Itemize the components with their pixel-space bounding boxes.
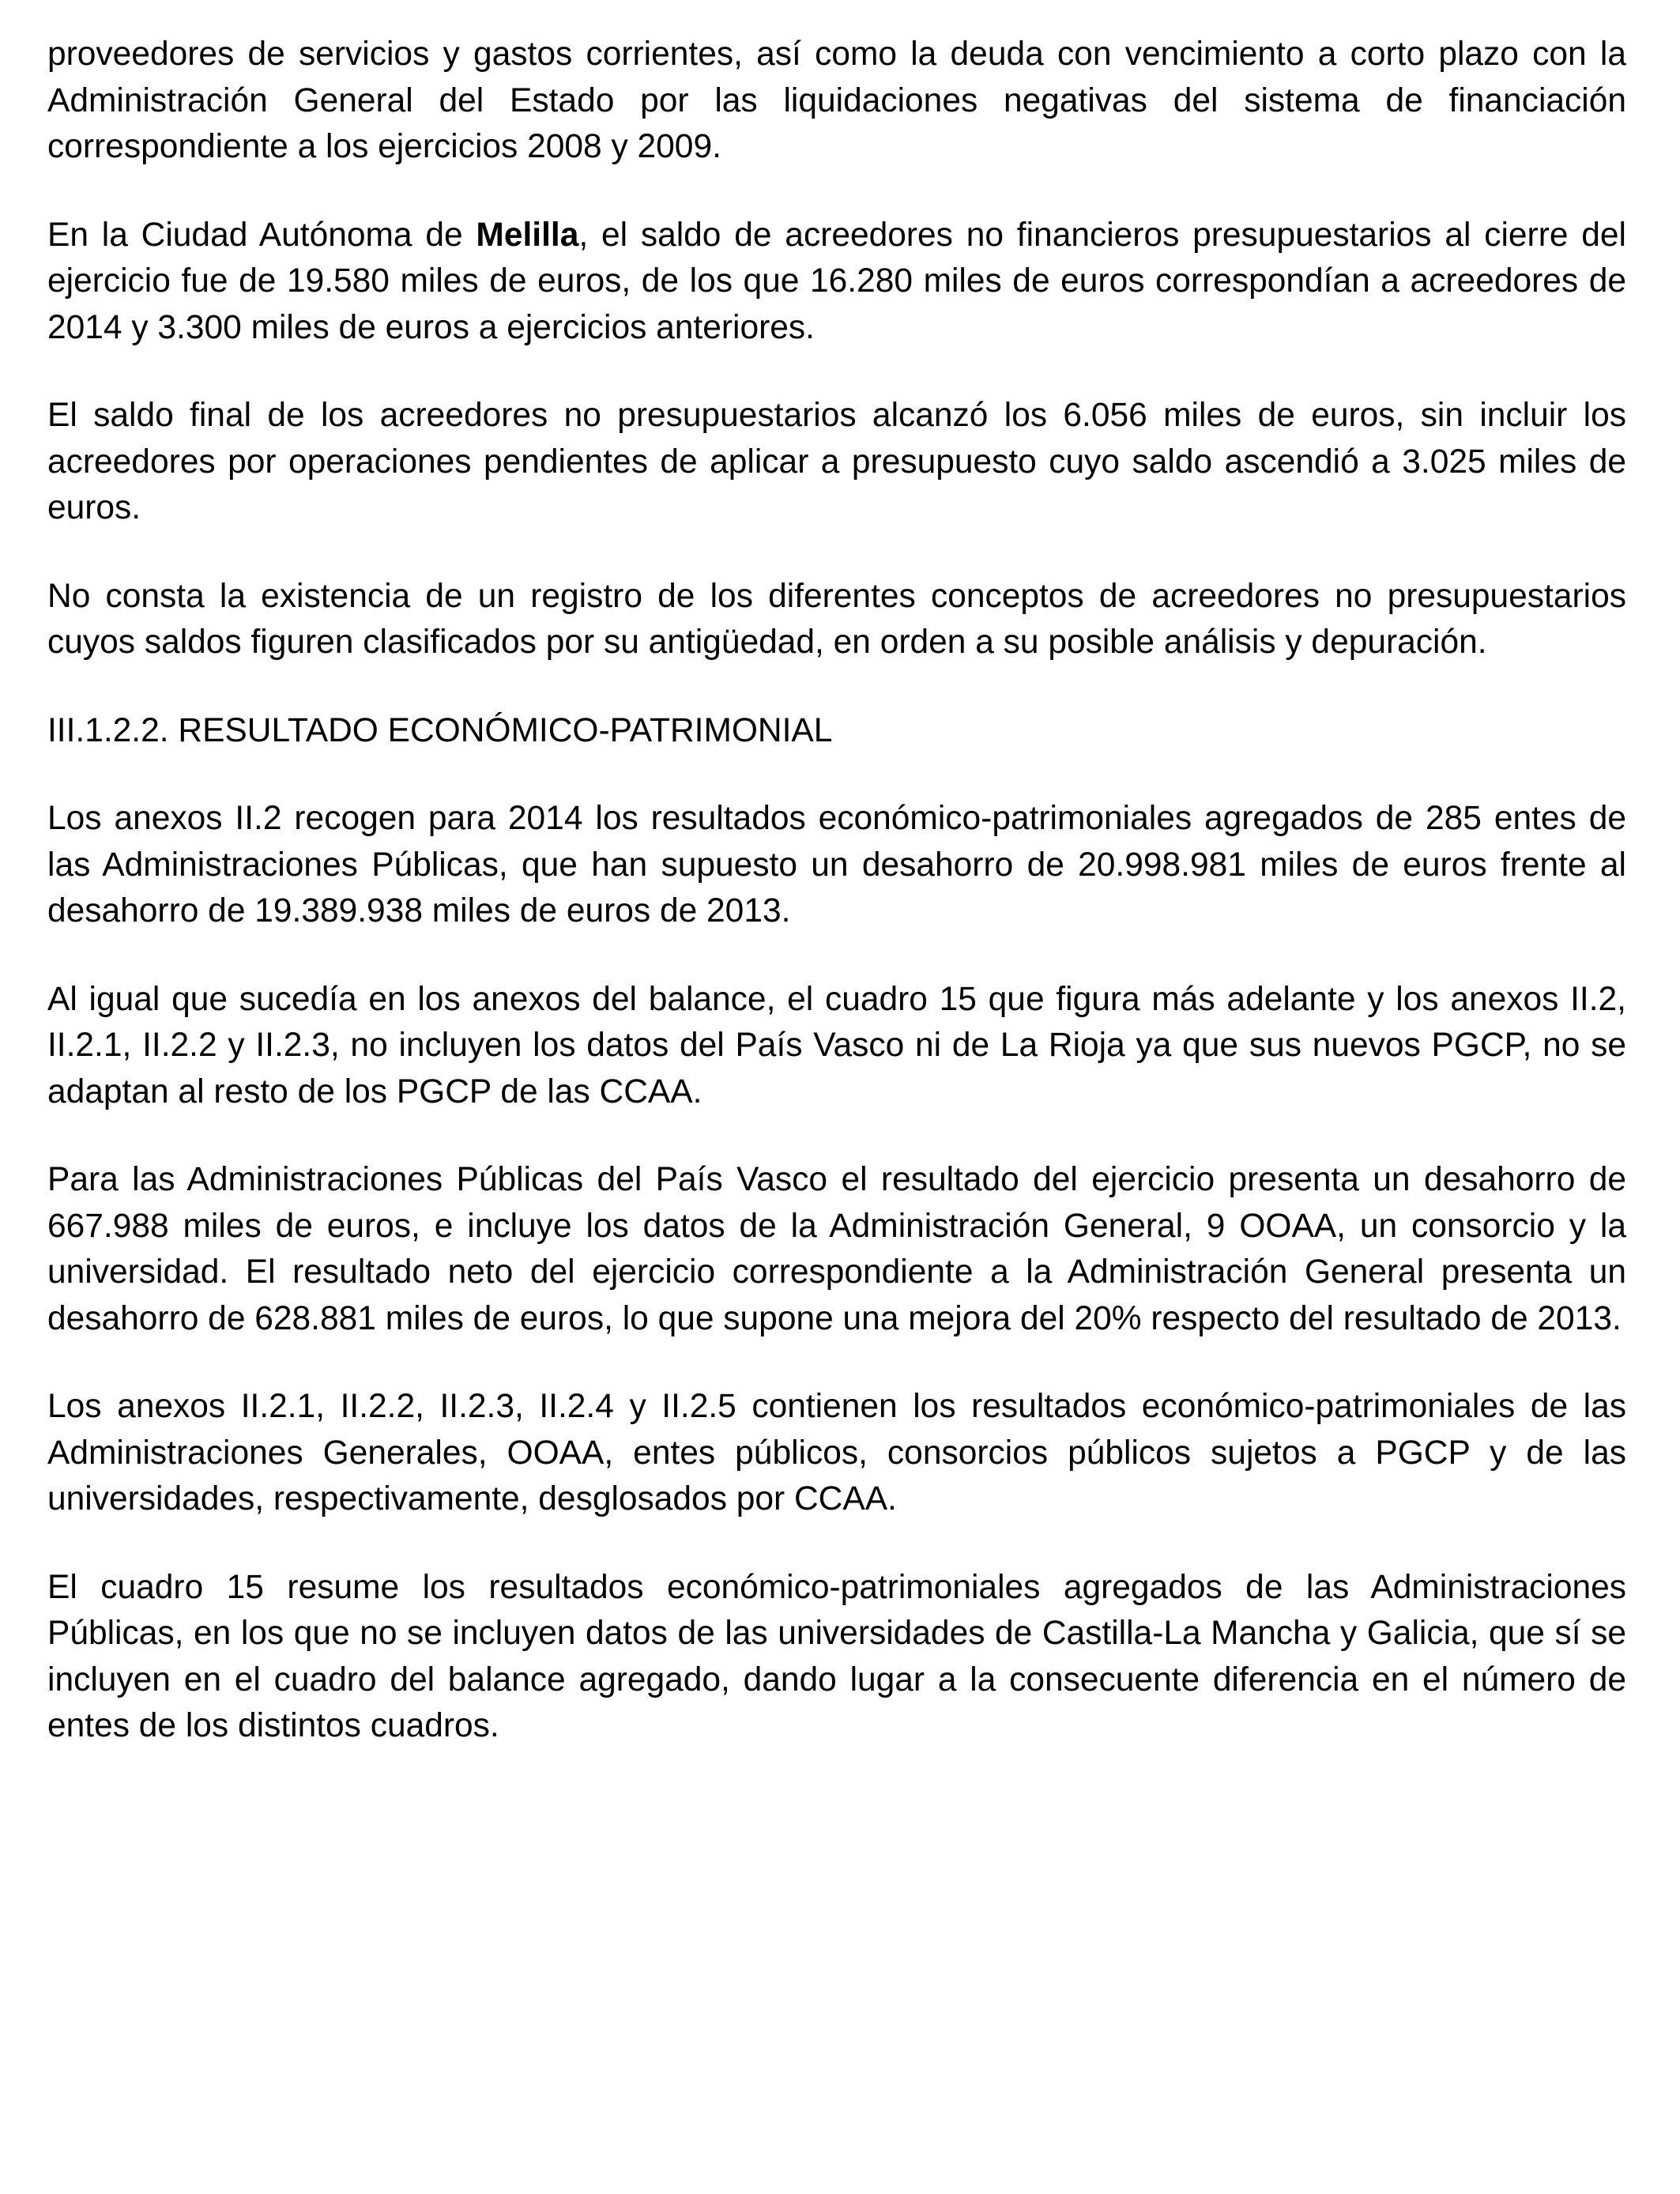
- paragraph-cuadro-15: El cuadro 15 resume los resultados económico-patrimoniales agregados de las Administraciones Públicas, en los que no se incluyen datos de las universidades de Castilla-La Mancha y Galicia, que sí se incluyen en el cuadro del balance agregado, dando lugar a la consecuente diferencia en el número de entes de los distintos cuadros.: [47, 1568, 1626, 1744]
- section-heading: III.1.2.2. RESULTADO ECONÓMICO-PATRIMONIAL: [47, 711, 833, 749]
- paragraph-saldo-final: El saldo final de los acreedores no presupuestarios alcanzó los 6.056 miles de euros, sin incluir los acreedores por operaciones pendientes de aplicar a presupuesto cuyo saldo ascendió a 3.025 miles de euros.: [47, 397, 1626, 526]
- paragraph-anexos-ii2: Los anexos II.2 recogen para 2014 los resultados económico-patrimoniales agregados de 285 entes de las Administraciones Públicas, que han supuesto un desahorro de 20.998.981 miles de euros frente al desahorro de 19.389.938 miles de euros de 2013.: [47, 800, 1626, 929]
- document-page: [47, 32, 1626, 1750]
- paragraph-melilla: [47, 213, 1626, 352]
- paragraph-proveedores: proveedores de servicios y gastos corrientes, así como la deuda con vencimiento a corto plazo con la Administración General del Estado por las liquidaciones negativas del sistema de financiación correspondiente a los ejercicios 2008 y 2009.: [47, 36, 1626, 165]
- paragraph-melilla-intro: En la Ciudad Autónoma de: [47, 216, 477, 254]
- paragraph-no-consta: No consta la existencia de un registro de los diferentes conceptos de acreedores no presupuestarios cuyos saldos figuren clasificados por su antigüedad, en orden a su posible análisis y depuración.: [47, 577, 1626, 661]
- melilla-bold-term: Melilla: [476, 216, 579, 254]
- paragraph-anexos-desglose: Los anexos II.2.1, II.2.2, II.2.3, II.2.4 y II.2.5 contienen los resultados económico-patrimoniales de las Administraciones Generales, OOAA, entes públicos, consorcios públicos sujetos a PGCP y de las universidades, respectivamente, desglosados por CCAA.: [47, 1388, 1626, 1517]
- paragraph-al-igual: Al igual que sucedía en los anexos del balance, el cuadro 15 que figura más adelante y los anexos II.2, II.2.1, II.2.2 y II.2.3, no incluyen los datos del País Vasco ni de La Rioja ya que sus nuevos PGCP, no se adaptan al resto de los PGCP de las CCAA.: [47, 980, 1626, 1110]
- paragraph-pais-vasco: Para las Administraciones Públicas del País Vasco el resultado del ejercicio presenta un desahorro de 667.988 miles de euros, e incluye los datos de la Administración General, 9 OOAA, un consorcio y la universidad. El resultado neto del ejercicio correspondiente a la Administración General presenta un desahorro de 628.881 miles de euros, lo que supone una mejora del 20% respecto del resultado de 2013.: [47, 1161, 1626, 1337]
- paragraph-melilla-rest: , el saldo de acreedores no financieros presupuestarios al cierre del ejercicio fue de 19.580 miles de euros, de los que 16.280 miles de euros correspondían a acreedores de 2014 y 3.300 miles de euros a ejercicios anteriores.: [47, 216, 1626, 346]
